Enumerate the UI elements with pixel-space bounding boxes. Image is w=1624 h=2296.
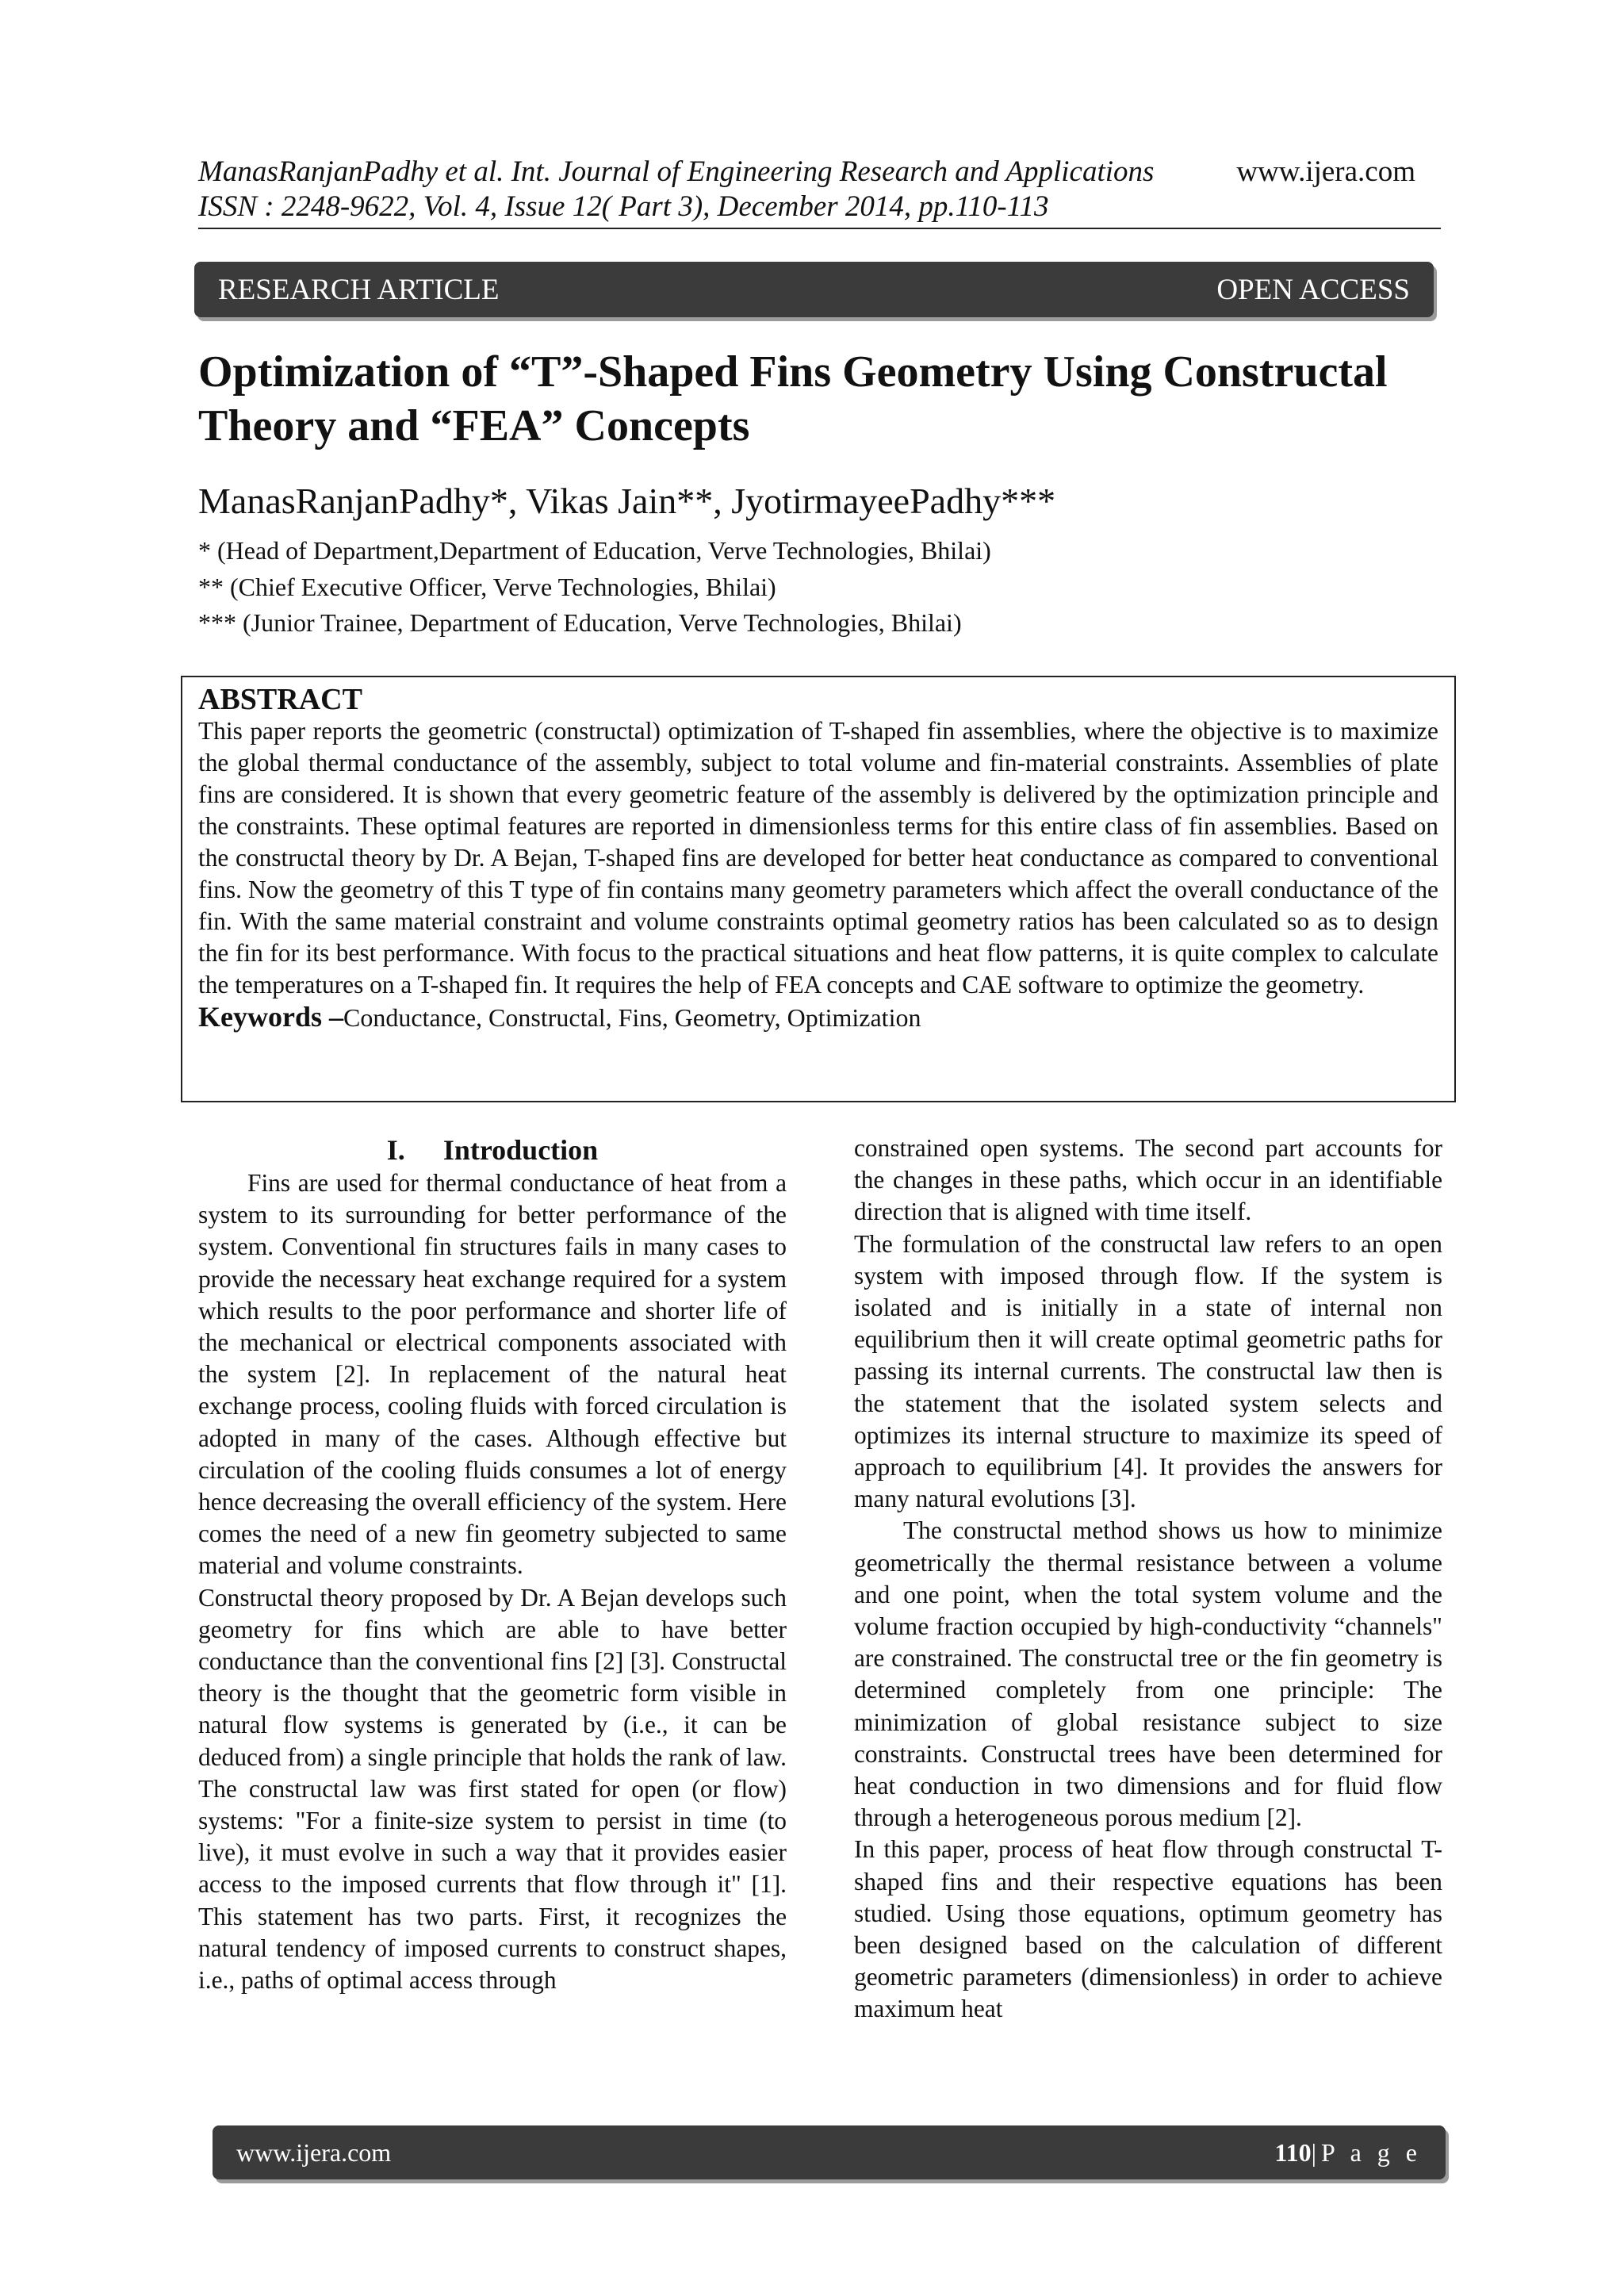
running-head [198,155,1415,224]
section-title: Introduction [442,1134,599,1166]
article-banner [194,262,1434,317]
paragraph: Fins are used for thermal conductance of heat from a system to its surrounding for better performance of the system. Conventional fin structures fails in many cases to provide the necessary heat exchange required for a system which results to the poor performance and shorter life of the mechanical or electrical components associated with the system [2]. In replacement of the natural heat exchange process, cooling fluids with forced circulation is adopted in many of the cases. Although effective but circulation of the cooling fluids consumes a lot of energy hence decreasing the overall efficiency of the system. Here comes the need of a new fin geometry subjected to same material and volume constraints. [198,1169,787,1580]
right-column [854,1133,1442,2026]
author-list: ManasRanjanPadhy*, Vikas Jain**, JyotirmayeePadhy*** [198,481,1056,521]
abstract-box [181,676,1456,1102]
journal-line: ManasRanjanPadhy et al. Int. Journal of Engineering Research and Applications [198,155,1155,188]
header-divider [198,228,1441,229]
affiliation-1: * (Head of Department,Department of Education, Verve Technologies, Bhilai) [198,536,991,565]
section-number: I. [386,1134,405,1166]
paragraph: The constructal method shows us how to minimize geometrically the thermal resistance between a volume and one point, when the total system volume and the volume fraction occupied by high-conductivity “channels" are constrained. The constructal tree or the fin geometry is determined completely from one principle: The minimization of global resistance subject to size constraints. Constructal trees have been determined for heat conduction in two dimensions and for fluid flow through a heterogeneous porous medium [2]. [854,1516,1442,1832]
paper-title: Optimization of “T”-Shaped Fins Geometry Using Constructal Theory and “FEA” Concepts [198,347,1388,450]
page-footer [213,2125,1446,2179]
paragraph: In this paper, process of heat flow through constructal T-shaped fins and their respective equations has been studied. Using those equations, optimum geometry has been designed based on the calculation of different geometric parameters (dimensionless) in order to achieve maximum heat [854,1835,1442,2023]
page-number: 110|P a g e [1274,2137,1422,2167]
abstract-heading: ABSTRACT [198,683,362,716]
paragraph: The formulation of the constructal law refers to an open system with imposed through flow. If the system is isolated and is initially in a state of internal non equilibrium then it will create optimal geometric paths for passing its internal currents. The constructal law then is the statement that the isolated system selects and optimizes its internal structure to maximize its speed of approach to equilibrium [4]. It provides the answers for many natural evolutions [3]. [854,1229,1442,1513]
section-heading [198,1133,787,1167]
abstract-text: This paper reports the geometric (constructal) optimization of T-shaped fin assemblies, where the objective is to maximize the global thermal conductance of the assembly, subject to total volume and fin-material constraints. Assemblies of plate fins are considered. It is shown that every geometric feature of the assembly is delivered by the optimization principle and the constraints. These optimal features are reported in dimensionless terms for this entire class of fin assemblies. Based on the constructal theory by Dr. A Bejan, T-shaped fins are developed for better heat conductance as compared to conventional fins. Now the geometry of this T type of fin contains many geometry parameters which affect the overall conductance of the fin. With the same material constraint and volume constraints optimal geometry ratios has been calculated so as to design the fin for its best performance. With focus to the practical situations and heat flow patterns, it is quite complex to calculate the temperatures on a T-shaped fin. It requires the help of FEA concepts and CAE software to optimize the geometry. [198,717,1438,999]
footer-website: www.ijera.com [236,2137,392,2167]
keywords-list: Conductance, Constructal, Fins, Geometry, Optimization [343,1003,921,1032]
header-website: www.ijera.com [1236,155,1415,188]
access-type: OPEN ACCESS [1216,273,1410,306]
paragraph: constrained open systems. The second part accounts for the changes in these paths, which occur in an identifiable direction that is aligned with time itself. [854,1134,1442,1226]
issn-line: ISSN : 2248-9622, Vol. 4, Issue 12( Part 3), December 2014, pp.110-113 [198,190,1049,223]
paragraph: Constructal theory proposed by Dr. A Bejan develops such geometry for fins which are able to have better conductance than the conventional fins [2] [3]. Constructal theory is the thought that the geometric form visible in natural flow systems is generated by (i.e., it can be deduced from) a single principle that holds the rank of law. The constructal law was first stated for open (or flow) systems: "For a finite-size system to persist in time (to live), it must evolve in such a way that it provides easier access to the imposed currents that flow through it" [1]. This statement has two parts. First, it recognizes the natural tendency of imposed currents to construct shapes, i.e., paths of optimal access through [198,1583,787,1995]
affiliation-3: *** (Junior Trainee, Department of Education, Verve Technologies, Bhilai) [198,608,962,637]
keywords [198,1001,1438,1033]
left-column [198,1133,787,1996]
article-type: RESEARCH ARTICLE [218,273,500,306]
keywords-label: Keywords – [198,1001,343,1033]
affiliations [198,533,991,642]
affiliation-2: ** (Chief Executive Officer, Verve Technologies, Bhilai) [198,572,776,601]
